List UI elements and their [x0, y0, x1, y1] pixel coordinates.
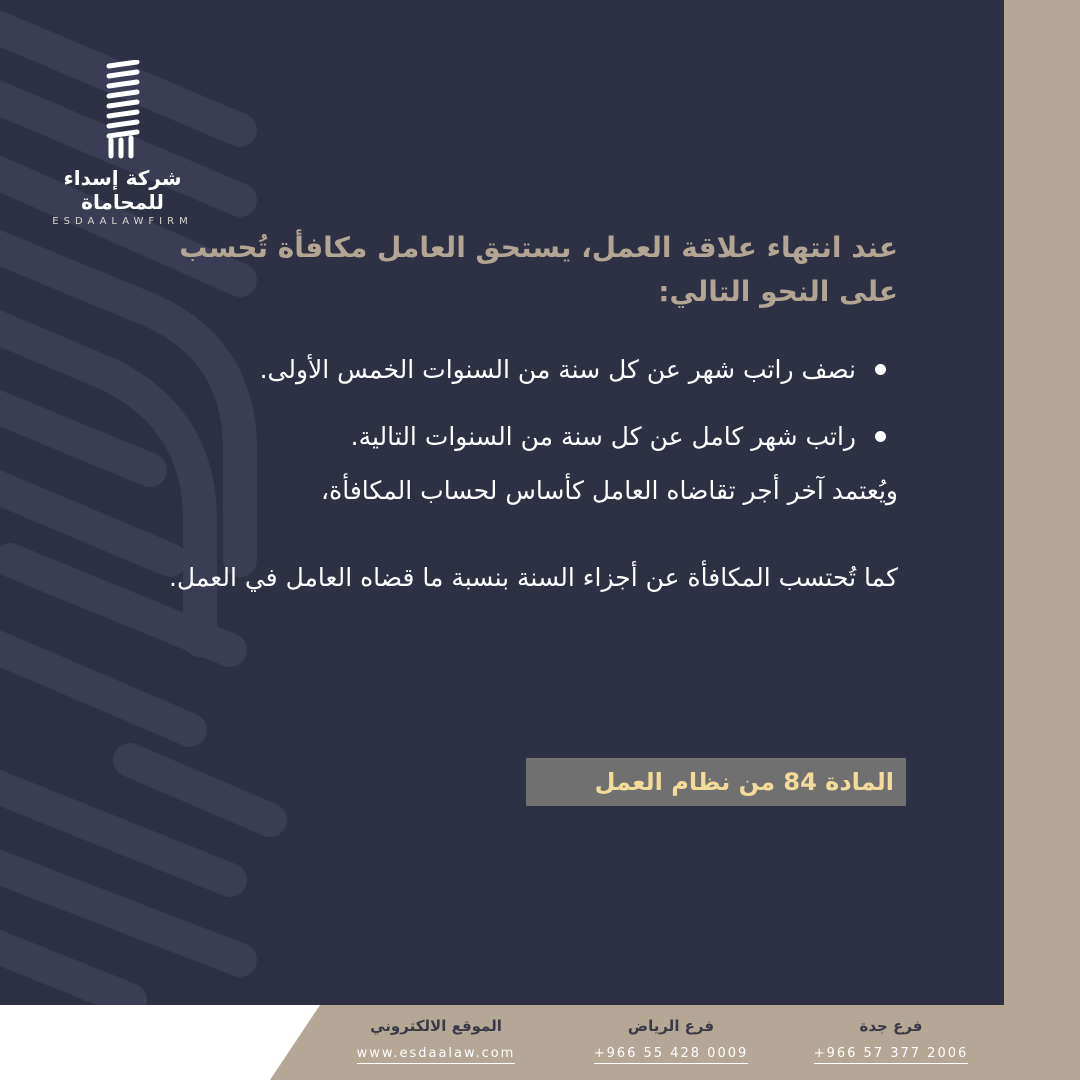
bullet-list: [140, 352, 898, 455]
logo-name-english: ESDAALAWFIRM: [52, 216, 193, 227]
list-item-text: راتب شهر كامل عن كل سنة من السنوات التالية.: [350, 422, 856, 451]
content-block: [140, 226, 898, 612]
jeddah-branch-label: فرع جدة: [859, 1017, 923, 1035]
riyadh-phone-link[interactable]: +966 55 428 0009: [594, 1046, 749, 1064]
list-item: [140, 352, 898, 388]
logo-mark-icon: [103, 60, 143, 160]
logo-name-arabic: شركة إسداء للمحاماة: [63, 166, 182, 214]
footer-jeddah: [791, 1016, 991, 1064]
list-item: [140, 419, 898, 455]
footer-website: [336, 1016, 536, 1064]
footer-contacts: [0, 1016, 1080, 1076]
main-heading: عند انتهاء علاقة العمل، يستحق العامل مكافأة تُحسب على النحو التالي:: [179, 231, 898, 308]
riyadh-branch-label: فرع الرياض: [627, 1017, 715, 1035]
paragraph-partial-year: كما تُحتسب المكافأة عن أجزاء السنة بنسبة ما قضاه العامل في العمل.: [168, 563, 898, 592]
jeddah-phone-link[interactable]: +966 57 377 2006: [814, 1046, 969, 1064]
bullet-icon: [875, 431, 886, 442]
website-label: الموقع الالكتروني: [370, 1017, 502, 1035]
bullet-icon: [875, 364, 886, 375]
paragraph-last-wage: ويُعتمد آخر أجر تقاضاه العامل كأساس لحساب المكافأة،: [321, 476, 898, 505]
company-logo: [40, 60, 205, 227]
article-reference-badge: المادة 84 من نظام العمل: [526, 758, 906, 806]
website-link[interactable]: www.esdaalaw.com: [357, 1046, 516, 1064]
footer-riyadh: [571, 1016, 771, 1064]
list-item-text: نصف راتب شهر عن كل سنة من السنوات الخمس الأولى.: [259, 355, 856, 384]
